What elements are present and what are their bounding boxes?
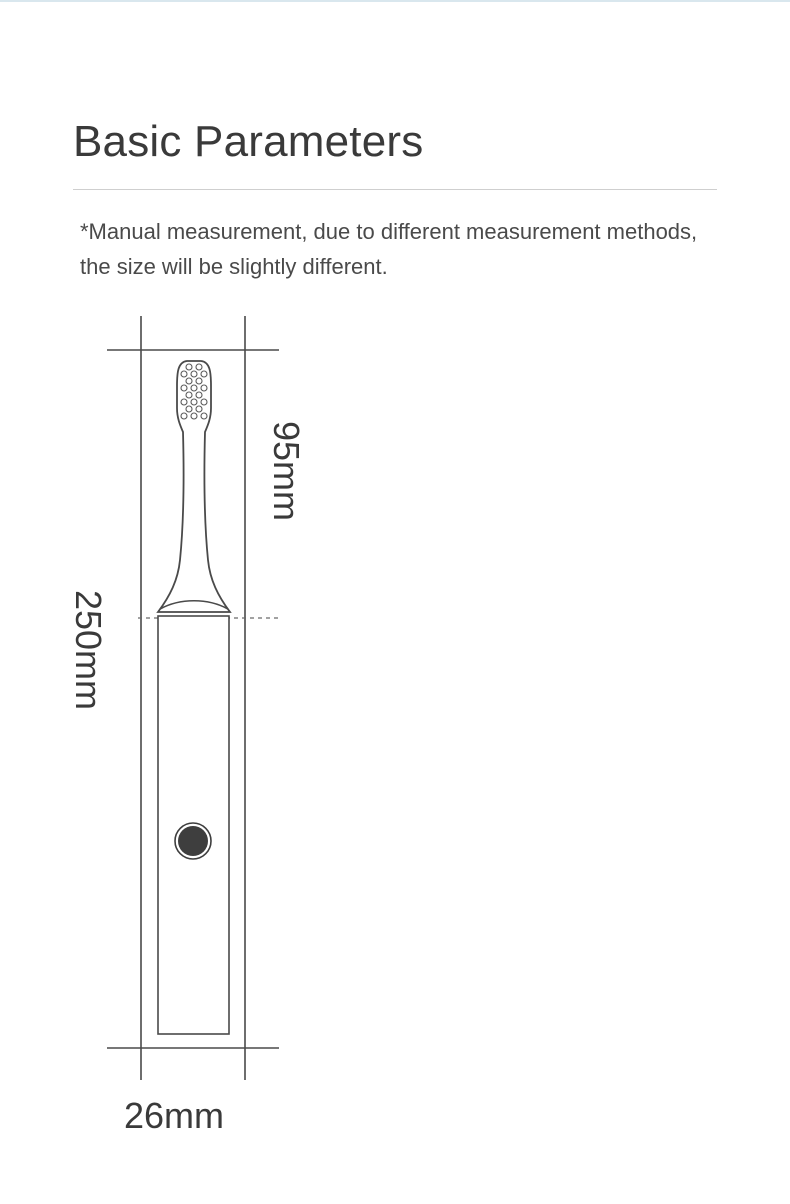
total-height-label: 250mm <box>68 589 109 711</box>
head-length-label: 95mm <box>266 420 307 522</box>
width-label: 26mm <box>123 1095 225 1136</box>
power-button-inner <box>178 826 208 856</box>
page-title: Basic Parameters <box>73 117 424 166</box>
measurement-note: *Manual measurement, due to different measurement methods, the size will be slightly different. <box>80 219 698 279</box>
